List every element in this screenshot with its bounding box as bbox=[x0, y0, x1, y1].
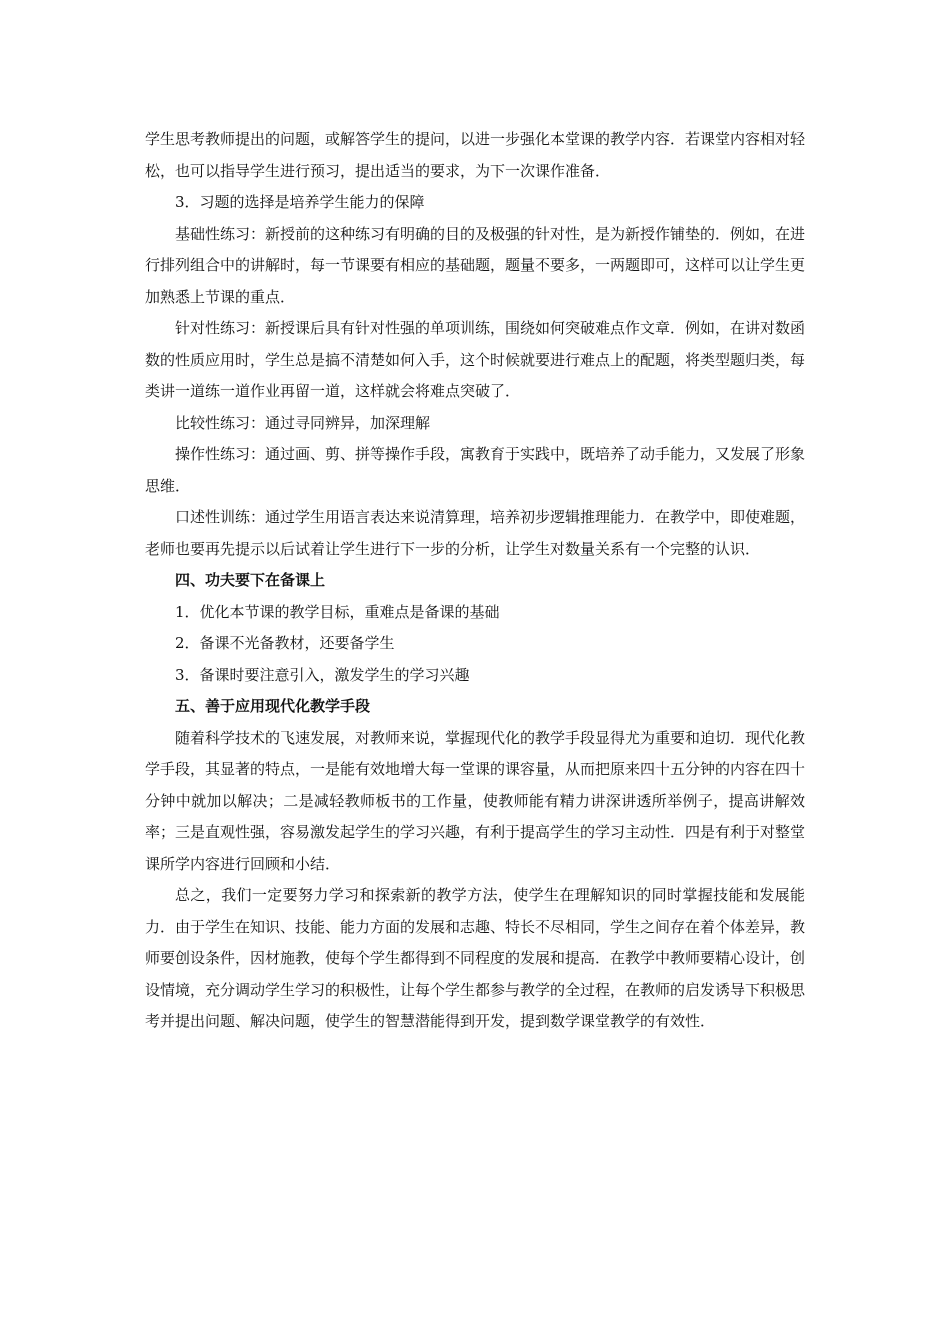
paragraph-operational-exercise: 操作性练习：通过画、剪、拼等操作手段，寓教育于实践中，既培养了动手能力，又发展了形象思维． bbox=[145, 445, 806, 495]
paragraph-targeted-exercise: 针对性练习：新授课后具有针对性强的单项训练，围绕如何突破难点作文章．例如，在讲对数函数的性质应用时，学生总是搞不清楚如何入手，这个时候就要进行难点上的配题，将类型题归类，每类讲一道练一道作业再留一道，这样就会将难点突破了． bbox=[145, 319, 806, 400]
paragraph-modern-teaching: 随着科学技术的飞速发展，对教师来说，掌握现代化的教学手段显得尤为重要和迫切．现代化教学手段，其显著的特点，一是能有效地增大每一堂课的课容量，从而把原来四十五分钟的内容在四十分钟中就加以解决；二是减轻教师板书的工作量，使教师能有精力讲深讲透所举例子，提高讲解效率；三是直观性强，容易激发起学生的学习兴趣，有利于提高学生的学习主动性．四是有利于对整堂课所学内容进行回顾和小结． bbox=[145, 728, 806, 873]
paragraph-conclusion: 总之，我们一定要努力学习和探索新的教学方法，使学生在理解知识的同时掌握技能和发展能力．由于学生在知识、技能、能力方面的发展和志趣、特长不尽相同，学生之间存在着个体差异，教师要创设条件，因材施教，使每个学生都得到不同程度的发展和提高．在教学中教师要精心设计，创设情境，充分调动学生学习的积极性，让每个学生都参与教学的全过程，在教师的启发诱导下积极思考并提出问题、解决问题，使学生的智慧潜能得到开发，提到数学课堂教学的有效性． bbox=[145, 886, 806, 1030]
list-item-prep-2: 2．备课不光备教材，还要备学生 bbox=[175, 634, 395, 652]
list-item-prep-3: 3．备课时要注意引入，激发学生的学习兴趣 bbox=[175, 665, 470, 684]
paragraph-oral-training: 口述性训练：通过学生用语言表达来说清算理，培养初步逻辑推理能力．在教学中，即使难题，老师也要再先提示以后试着让学生进行下一步的分析，让学生对数量关系有一个完整的认识． bbox=[145, 508, 806, 558]
section-heading-modern-teaching: 五、善于应用现代化教学手段 bbox=[175, 697, 371, 715]
paragraph-basic-exercise: 基础性练习：新授前的这种练习有明确的目的及极强的针对性，是为新授作铺垫的．例如，在进行排列组合中的讲解时，每一节课要有相应的基础题，题量不要多，一两题即可，这样可以让学生更加熟悉上节课的重点． bbox=[145, 224, 806, 306]
paragraph-continued: 学生思考教师提出的问题，或解答学生的提问，以进一步强化本堂课的教学内容．若课堂内容相对轻松，也可以指导学生进行预习，提出适当的要求，为下一次课作准备． bbox=[145, 130, 806, 180]
list-item-prep-1: 1．优化本节课的教学目标，重难点是备课的基础 bbox=[175, 602, 500, 621]
subheading-exercise-selection: 3．习题的选择是培养学生能力的保障 bbox=[175, 193, 425, 211]
document-page bbox=[145, 124, 805, 1038]
paragraph-comparative-exercise: 比较性练习：通过寻同辨异，加深理解 bbox=[175, 413, 431, 432]
section-heading-lesson-prep: 四、功夫要下在备课上 bbox=[175, 571, 326, 589]
